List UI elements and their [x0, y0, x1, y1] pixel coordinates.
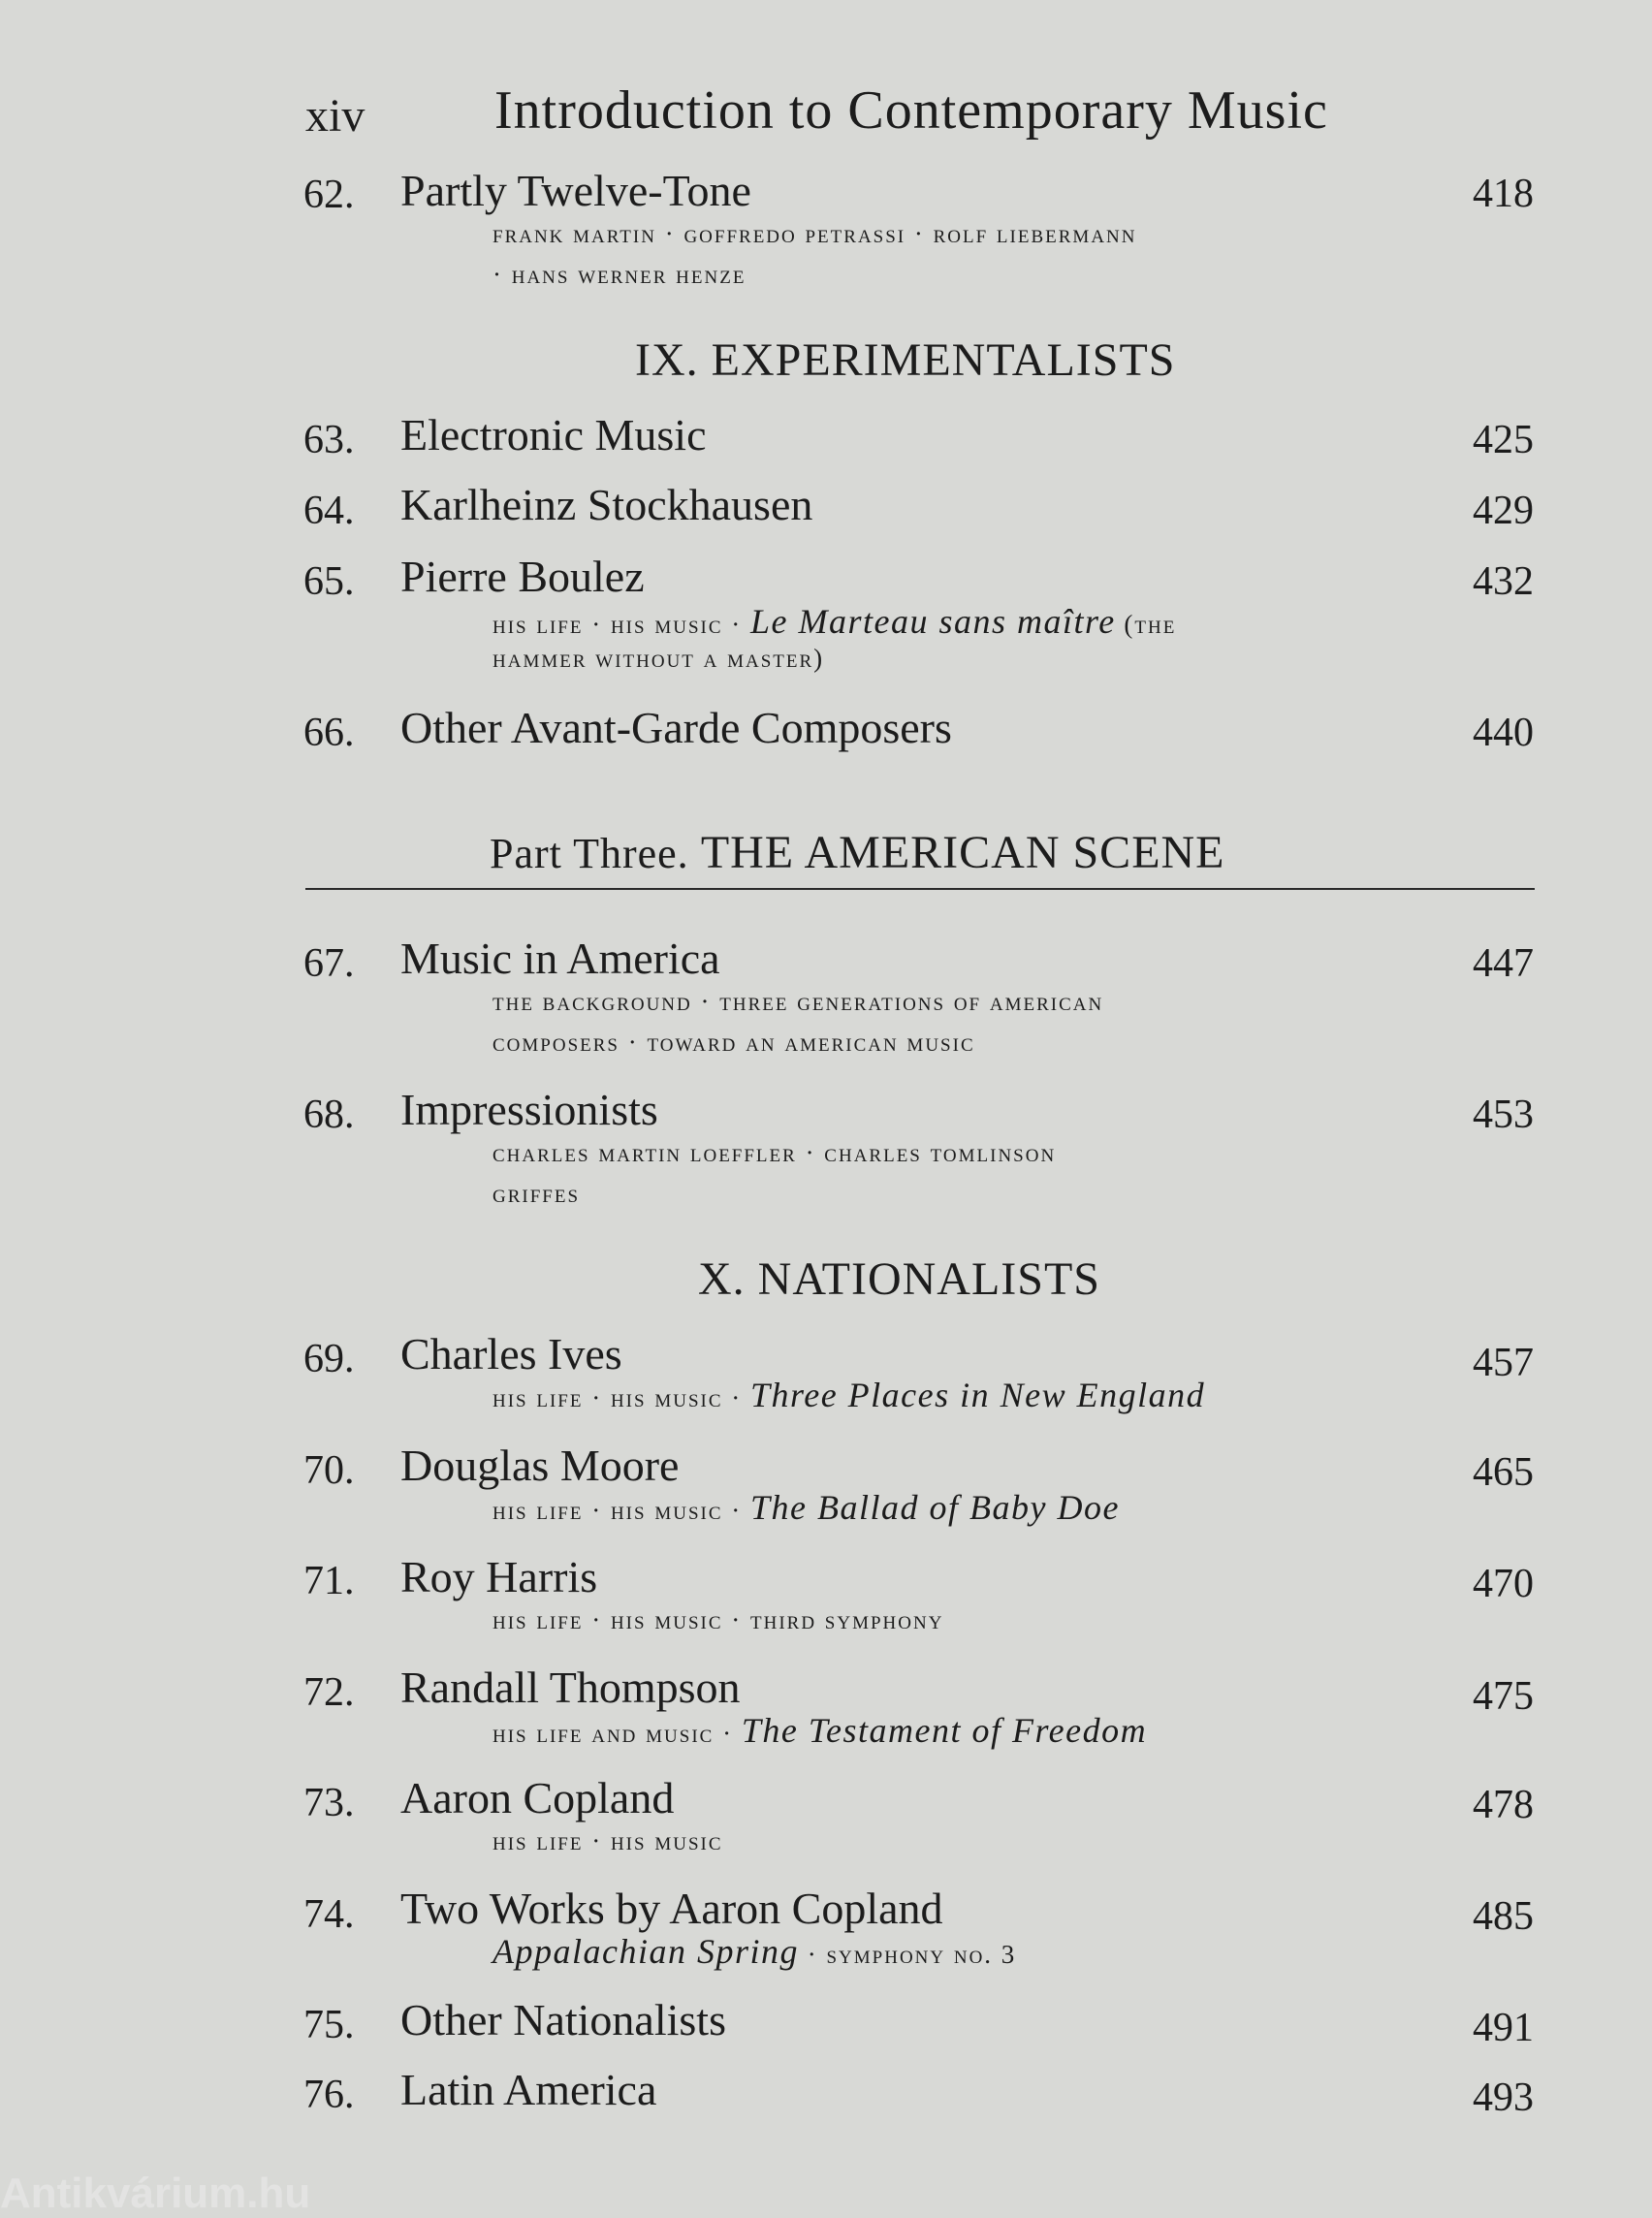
subtitle-italic-work: Three Places in New England — [750, 1376, 1206, 1414]
entry-title: Other Nationalists — [400, 1995, 726, 2044]
entry-number: 71. — [303, 1559, 355, 1603]
entry-number: 66. — [303, 711, 355, 755]
entry-number: 63. — [303, 418, 355, 462]
entry-page: 491 — [1473, 2006, 1534, 2050]
subtitle-text: his life and music · — [492, 1719, 742, 1748]
section-heading-ix: IX. EXPERIMENTALISTS — [635, 334, 1176, 386]
entry-number: 64. — [303, 489, 355, 533]
subtitle-text: his life · his music · — [492, 1383, 751, 1412]
entry-title: Two Works by Aaron Copland — [400, 1884, 943, 1933]
part-prefix: Part Three. — [490, 830, 689, 877]
entry-title: Charles Ives — [400, 1329, 622, 1378]
entry-page: 493 — [1473, 2075, 1534, 2120]
entry-page: 465 — [1473, 1450, 1534, 1495]
entry-page: 478 — [1473, 1783, 1534, 1827]
entry-title: Music in America — [400, 934, 720, 983]
entry-page: 475 — [1473, 1674, 1534, 1719]
entry-subtitle: griffes — [492, 1179, 581, 1208]
entry-page: 470 — [1473, 1562, 1534, 1606]
entry-title: Pierre Boulez — [400, 552, 645, 601]
entry-title: Douglas Moore — [400, 1441, 680, 1490]
entry-title: Other Avant-Garde Composers — [400, 703, 952, 752]
entry-subtitle: his life · his music — [492, 1826, 723, 1855]
entry-number: 67. — [303, 941, 355, 986]
entry-number: 72. — [303, 1670, 355, 1715]
entry-title: Partly Twelve-Tone — [400, 166, 751, 215]
entry-subtitle — [492, 601, 1176, 642]
entry-number: 69. — [303, 1337, 355, 1381]
entry-page: 453 — [1473, 1093, 1534, 1137]
entry-page: 457 — [1473, 1341, 1534, 1385]
entry-subtitle — [492, 1931, 1016, 1972]
part-heading — [490, 826, 1225, 879]
entry-subtitle — [492, 1375, 1205, 1415]
subtitle-text: (the — [1115, 610, 1177, 639]
entry-number: 62. — [303, 173, 355, 217]
entry-subtitle — [492, 1710, 1147, 1751]
entry-number: 68. — [303, 1093, 355, 1137]
entry-subtitle: charles martin loeffler · charles tomlinson — [492, 1138, 1057, 1167]
entry-number: 70. — [303, 1448, 355, 1493]
subtitle-italic-work: Le Marteau sans maître — [750, 602, 1116, 641]
entry-number: 75. — [303, 2003, 355, 2047]
subtitle-text: his life · his music · — [492, 610, 751, 639]
entry-page: 429 — [1473, 489, 1534, 533]
entry-title: Electronic Music — [400, 410, 707, 459]
divider — [305, 888, 1535, 890]
entry-number: 65. — [303, 559, 355, 604]
entry-subtitle: · hans werner henze — [492, 260, 747, 289]
watermark: Antikvárium.hu — [0, 2170, 311, 2217]
entry-number: 73. — [303, 1781, 355, 1825]
entry-title: Impressionists — [400, 1085, 658, 1134]
entry-page: 432 — [1473, 559, 1534, 604]
entry-subtitle: the background · three generations of american — [492, 987, 1104, 1016]
entry-subtitle: frank martin · goffredo petrassi · rolf liebermann — [492, 219, 1137, 248]
entry-title: Randall Thompson — [400, 1663, 741, 1712]
entry-page: 418 — [1473, 172, 1534, 216]
entry-title: Roy Harris — [400, 1552, 598, 1601]
entry-subtitle: composers · toward an american music — [492, 1028, 975, 1057]
subtitle-italic-work: The Testament of Freedom — [741, 1711, 1148, 1750]
subtitle-italic-work: Appalachian Spring — [492, 1932, 799, 1971]
entry-subtitle — [492, 1487, 1120, 1528]
entry-subtitle: his life · his music · third symphony — [492, 1605, 944, 1634]
entry-number: 76. — [303, 2073, 355, 2117]
entry-subtitle: hammer without a master) — [492, 644, 825, 673]
entry-page: 485 — [1473, 1894, 1534, 1939]
entry-title: Latin America — [400, 2065, 657, 2114]
subtitle-text: · symphony no. 3 — [798, 1940, 1017, 1969]
entry-title: Karlheinz Stockhausen — [400, 480, 813, 529]
entry-page: 447 — [1473, 941, 1534, 986]
subtitle-italic-work: The Ballad of Baby Doe — [750, 1488, 1120, 1527]
entry-number: 74. — [303, 1892, 355, 1937]
running-head-title: Introduction to Contemporary Music — [494, 80, 1328, 141]
entry-title: Aaron Copland — [400, 1773, 675, 1822]
running-page-number: xiv — [305, 90, 365, 142]
section-heading-x: X. NATIONALISTS — [698, 1253, 1100, 1305]
subtitle-text: his life · his music · — [492, 1496, 751, 1525]
part-title: THE AMERICAN SCENE — [700, 827, 1225, 878]
entry-page: 425 — [1473, 418, 1534, 462]
entry-page: 440 — [1473, 711, 1534, 755]
